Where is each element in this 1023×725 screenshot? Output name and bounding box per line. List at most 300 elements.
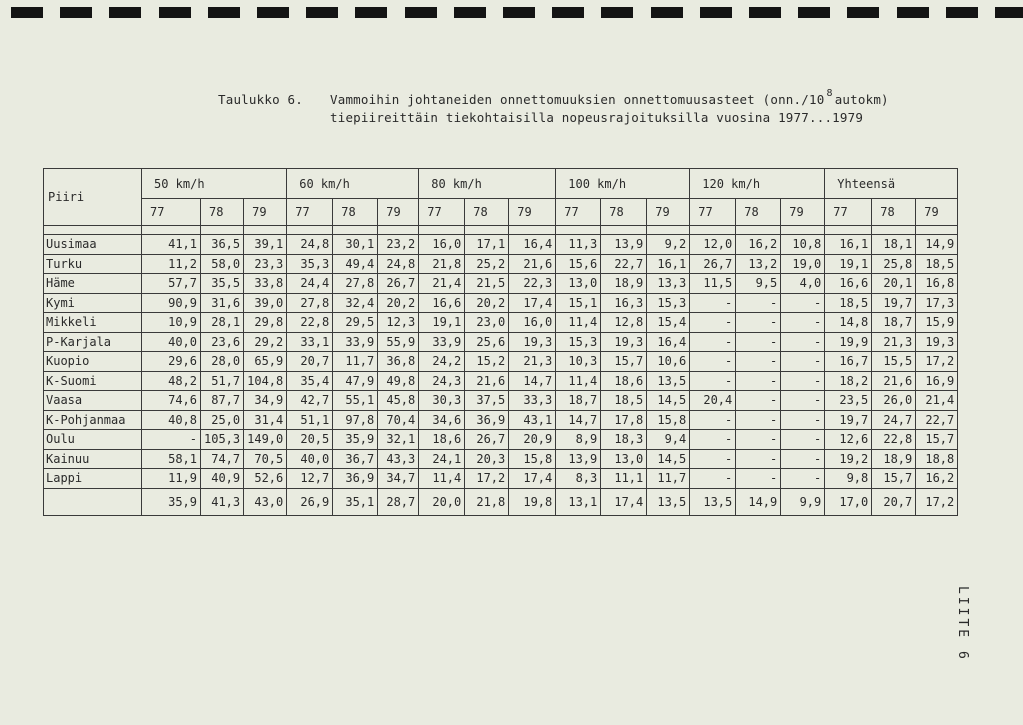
rate-cell: 18,7	[872, 313, 916, 333]
rate-cell: 25,8	[872, 254, 916, 274]
rate-cell: 18,6	[601, 371, 647, 391]
table-row	[44, 430, 958, 450]
column-header-year: 79	[916, 199, 958, 226]
district-name: Mikkeli	[44, 313, 142, 333]
column-header-speed-group: 100 km/h	[556, 169, 690, 199]
rate-cell: 74,6	[142, 391, 201, 411]
rate-cell: 9,5	[736, 274, 781, 294]
rate-cell: 18,5	[601, 391, 647, 411]
rate-cell: 90,9	[142, 293, 201, 313]
rate-cell: 11,4	[419, 469, 465, 489]
spacer-cell	[916, 226, 958, 235]
rate-cell: 57,7	[142, 274, 201, 294]
rate-cell: 17,2	[916, 352, 958, 372]
rate-cell: 74,7	[201, 449, 244, 469]
rate-cell: 15,5	[872, 352, 916, 372]
rate-cell: 65,9	[244, 352, 287, 372]
rate-cell: 33,1	[287, 332, 333, 352]
rate-cell: 30,1	[333, 235, 378, 255]
rate-cell: 19,3	[601, 332, 647, 352]
accident-rate-table	[43, 168, 958, 516]
rate-cell: 17,4	[509, 293, 556, 313]
rate-cell: 19,7	[872, 293, 916, 313]
rate-cell: 35,4	[287, 371, 333, 391]
district-name: Kuopio	[44, 352, 142, 372]
rate-cell: 51,7	[201, 371, 244, 391]
column-header-year: 77	[556, 199, 601, 226]
rate-cell: 104,8	[244, 371, 287, 391]
column-header-year: 79	[781, 199, 825, 226]
total-cell: 13,1	[556, 488, 601, 515]
rate-cell: 51,1	[287, 410, 333, 430]
rate-cell: 17,4	[509, 469, 556, 489]
binding-holes	[0, 0, 1023, 22]
rate-cell: 26,7	[690, 254, 736, 274]
rate-cell: 22,3	[509, 274, 556, 294]
column-header-year: 77	[419, 199, 465, 226]
district-name: Lappi	[44, 469, 142, 489]
rate-cell: 16,8	[916, 274, 958, 294]
spacer-cell	[201, 226, 244, 235]
table-row	[44, 449, 958, 469]
rate-cell: 12,0	[690, 235, 736, 255]
rate-cell: 22,8	[872, 430, 916, 450]
caption-line-2: tiepiireittäin tiekohtaisilla nopeusrajoituksilla vuosina 1977...1979	[330, 110, 864, 125]
rate-cell: -	[781, 430, 825, 450]
column-header-speed-group: 80 km/h	[419, 169, 556, 199]
rate-cell: 42,7	[287, 391, 333, 411]
table-row	[44, 235, 958, 255]
column-header-year: 78	[601, 199, 647, 226]
rate-cell: 24,7	[872, 410, 916, 430]
rate-cell: 14,9	[916, 235, 958, 255]
rate-cell: 23,6	[201, 332, 244, 352]
rate-cell: 20,5	[287, 430, 333, 450]
rate-cell: 15,8	[647, 410, 690, 430]
rate-cell: 36,7	[333, 449, 378, 469]
caption-label: Taulukko 6.	[218, 92, 303, 107]
caption-line-1-unit: autokm)	[834, 92, 889, 107]
rate-cell: 55,9	[378, 332, 419, 352]
column-header-year: 77	[142, 199, 201, 226]
total-cell: 17,4	[601, 488, 647, 515]
rate-cell: 11,3	[556, 235, 601, 255]
binding-hole	[11, 7, 43, 18]
rate-cell: 34,7	[378, 469, 419, 489]
rate-cell: 33,9	[419, 332, 465, 352]
rate-cell: 18,6	[419, 430, 465, 450]
table-spacer-row	[44, 226, 958, 235]
rate-cell: 11,4	[556, 371, 601, 391]
rate-cell: 15,1	[556, 293, 601, 313]
column-header-year: 78	[333, 199, 378, 226]
rate-cell: -	[781, 371, 825, 391]
rate-cell: 21,6	[509, 254, 556, 274]
rate-cell: 87,7	[201, 391, 244, 411]
rate-cell: 14,7	[556, 410, 601, 430]
rate-cell: 58,0	[201, 254, 244, 274]
total-cell: 43,0	[244, 488, 287, 515]
binding-hole	[109, 7, 141, 18]
rate-cell: 16,6	[419, 293, 465, 313]
rate-cell: 20,2	[378, 293, 419, 313]
rate-cell: 20,2	[465, 293, 509, 313]
binding-hole	[749, 7, 781, 18]
column-header-year: 79	[509, 199, 556, 226]
rate-cell: 105,3	[201, 430, 244, 450]
column-header-year: 78	[872, 199, 916, 226]
rate-cell: 58,1	[142, 449, 201, 469]
rate-cell: 29,5	[333, 313, 378, 333]
rate-cell: 24,1	[419, 449, 465, 469]
rate-cell: 23,5	[825, 391, 872, 411]
rate-cell: 49,8	[378, 371, 419, 391]
rate-cell: 24,3	[419, 371, 465, 391]
binding-hole	[306, 7, 338, 18]
rate-cell: 70,4	[378, 410, 419, 430]
rate-cell: 36,8	[378, 352, 419, 372]
spacer-cell	[244, 226, 287, 235]
rate-cell: 32,1	[378, 430, 419, 450]
spacer-cell	[690, 226, 736, 235]
column-header-year: 78	[736, 199, 781, 226]
rate-cell: 16,2	[916, 469, 958, 489]
rate-cell: 37,5	[465, 391, 509, 411]
rate-cell: 34,9	[244, 391, 287, 411]
rate-cell: 97,8	[333, 410, 378, 430]
column-header-year: 78	[201, 199, 244, 226]
rate-cell: 15,7	[872, 469, 916, 489]
rate-cell: -	[781, 313, 825, 333]
spacer-cell	[825, 226, 872, 235]
rate-cell: -	[781, 391, 825, 411]
rate-cell: 16,0	[509, 313, 556, 333]
spacer-cell	[781, 226, 825, 235]
rate-cell: 35,3	[287, 254, 333, 274]
rate-cell: 15,3	[556, 332, 601, 352]
rate-cell: 40,0	[142, 332, 201, 352]
column-header-year: 79	[647, 199, 690, 226]
binding-hole	[159, 7, 191, 18]
table-row	[44, 293, 958, 313]
rate-cell: 13,0	[556, 274, 601, 294]
rate-cell: -	[142, 430, 201, 450]
rate-cell: 40,8	[142, 410, 201, 430]
total-cell: 9,9	[781, 488, 825, 515]
rate-cell: -	[781, 352, 825, 372]
spacer-cell	[419, 226, 465, 235]
rate-cell: 15,7	[916, 430, 958, 450]
rate-cell: -	[690, 293, 736, 313]
rate-cell: -	[736, 332, 781, 352]
spacer-cell	[44, 226, 142, 235]
column-header-year: 77	[825, 199, 872, 226]
district-name: Turku	[44, 254, 142, 274]
rate-cell: 21,5	[465, 274, 509, 294]
rate-cell: 20,3	[465, 449, 509, 469]
rate-cell: 21,6	[465, 371, 509, 391]
rate-cell: 12,7	[287, 469, 333, 489]
binding-hole	[355, 7, 387, 18]
rate-cell: 16,0	[419, 235, 465, 255]
rate-cell: 27,8	[333, 274, 378, 294]
rate-cell: -	[736, 410, 781, 430]
rate-cell: -	[736, 352, 781, 372]
rate-cell: 55,1	[333, 391, 378, 411]
table-row	[44, 352, 958, 372]
header-row-years	[44, 199, 958, 226]
district-name: Kymi	[44, 293, 142, 313]
rate-cell: 16,9	[916, 371, 958, 391]
rate-cell: 25,2	[465, 254, 509, 274]
district-name: Häme	[44, 274, 142, 294]
table-row	[44, 469, 958, 489]
rate-cell: 41,1	[142, 235, 201, 255]
table-row	[44, 410, 958, 430]
rate-cell: 22,7	[916, 410, 958, 430]
total-cell: 20,0	[419, 488, 465, 515]
rate-cell: 24,2	[419, 352, 465, 372]
rate-cell: -	[690, 332, 736, 352]
binding-hole	[60, 7, 92, 18]
spacer-cell	[142, 226, 201, 235]
rate-cell: 13,5	[647, 371, 690, 391]
rate-cell: 8,9	[556, 430, 601, 450]
column-header-speed-group: 60 km/h	[287, 169, 419, 199]
total-cell: 35,1	[333, 488, 378, 515]
rate-cell: 22,7	[601, 254, 647, 274]
rate-cell: 11,7	[647, 469, 690, 489]
total-cell: 28,7	[378, 488, 419, 515]
total-cell: 21,8	[465, 488, 509, 515]
total-cell: 13,5	[647, 488, 690, 515]
total-cell: 17,0	[825, 488, 872, 515]
rate-cell: 15,7	[601, 352, 647, 372]
total-cell: 19,8	[509, 488, 556, 515]
rate-cell: 31,4	[244, 410, 287, 430]
rate-cell: 18,3	[601, 430, 647, 450]
district-name: K-Suomi	[44, 371, 142, 391]
total-cell: 20,7	[872, 488, 916, 515]
rate-cell: 12,8	[601, 313, 647, 333]
rate-cell: 20,7	[287, 352, 333, 372]
rate-cell: -	[736, 293, 781, 313]
rate-cell: 40,9	[201, 469, 244, 489]
rate-cell: 52,6	[244, 469, 287, 489]
rate-cell: 19,1	[825, 254, 872, 274]
rate-cell: 16,2	[736, 235, 781, 255]
rate-cell: 18,9	[601, 274, 647, 294]
rate-cell: -	[736, 449, 781, 469]
rate-cell: 29,2	[244, 332, 287, 352]
table-row	[44, 332, 958, 352]
rate-cell: 24,8	[378, 254, 419, 274]
rate-cell: 29,8	[244, 313, 287, 333]
rate-cell: 10,8	[781, 235, 825, 255]
rate-cell: 18,2	[825, 371, 872, 391]
rate-cell: 33,8	[244, 274, 287, 294]
rate-cell: -	[781, 332, 825, 352]
rate-cell: -	[690, 371, 736, 391]
rate-cell: 23,0	[465, 313, 509, 333]
totals-label-cell	[44, 488, 142, 515]
district-name: Oulu	[44, 430, 142, 450]
rate-cell: 21,4	[916, 391, 958, 411]
rate-cell: 18,5	[825, 293, 872, 313]
rate-cell: 11,2	[142, 254, 201, 274]
rate-cell: 13,9	[601, 235, 647, 255]
table-row	[44, 274, 958, 294]
binding-hole	[897, 7, 929, 18]
rate-cell: 26,0	[872, 391, 916, 411]
total-cell: 13,5	[690, 488, 736, 515]
rate-cell: -	[690, 410, 736, 430]
rate-cell: 14,5	[647, 391, 690, 411]
column-header-district: Piiri	[44, 169, 142, 226]
rate-cell: 35,5	[201, 274, 244, 294]
rate-cell: -	[781, 293, 825, 313]
rate-cell: -	[781, 410, 825, 430]
rate-cell: -	[781, 449, 825, 469]
column-header-year: 77	[287, 199, 333, 226]
totals-row	[44, 488, 958, 515]
rate-cell: 8,3	[556, 469, 601, 489]
rate-cell: 17,3	[916, 293, 958, 313]
spacer-cell	[556, 226, 601, 235]
total-cell: 26,9	[287, 488, 333, 515]
rate-cell: 16,1	[647, 254, 690, 274]
rate-cell: 15,6	[556, 254, 601, 274]
spacer-cell	[465, 226, 509, 235]
rate-cell: 39,0	[244, 293, 287, 313]
rate-cell: 24,4	[287, 274, 333, 294]
column-header-year: 78	[465, 199, 509, 226]
spacer-cell	[287, 226, 333, 235]
caption-line-1	[330, 88, 889, 111]
rate-cell: 16,7	[825, 352, 872, 372]
binding-hole	[700, 7, 732, 18]
rate-cell: 17,8	[601, 410, 647, 430]
total-cell: 17,2	[916, 488, 958, 515]
district-name: Uusimaa	[44, 235, 142, 255]
rate-cell: 16,1	[825, 235, 872, 255]
rate-cell: 49,4	[333, 254, 378, 274]
rate-cell: 13,2	[736, 254, 781, 274]
rate-cell: 11,1	[601, 469, 647, 489]
rate-cell: 15,4	[647, 313, 690, 333]
rate-cell: 15,3	[647, 293, 690, 313]
rate-cell: 16,4	[647, 332, 690, 352]
rate-cell: 12,6	[825, 430, 872, 450]
binding-hole	[847, 7, 879, 18]
rate-cell: 36,5	[201, 235, 244, 255]
binding-hole	[946, 7, 978, 18]
binding-hole	[601, 7, 633, 18]
rate-cell: 28,1	[201, 313, 244, 333]
rate-cell: 36,9	[333, 469, 378, 489]
total-cell: 14,9	[736, 488, 781, 515]
table-row	[44, 254, 958, 274]
rate-cell: 70,5	[244, 449, 287, 469]
rate-cell: 21,3	[509, 352, 556, 372]
rate-cell: 19,3	[916, 332, 958, 352]
district-name: Vaasa	[44, 391, 142, 411]
rate-cell: 10,3	[556, 352, 601, 372]
rate-cell: 26,7	[378, 274, 419, 294]
rate-cell: 17,1	[465, 235, 509, 255]
table-row	[44, 313, 958, 333]
rate-cell: 20,1	[872, 274, 916, 294]
rate-cell: 12,3	[378, 313, 419, 333]
rate-cell: 45,8	[378, 391, 419, 411]
spacer-cell	[872, 226, 916, 235]
spacer-cell	[509, 226, 556, 235]
rate-cell: 32,4	[333, 293, 378, 313]
rate-cell: -	[690, 313, 736, 333]
rate-cell: 30,3	[419, 391, 465, 411]
rate-cell: 36,9	[465, 410, 509, 430]
rate-cell: 33,3	[509, 391, 556, 411]
rate-cell: 23,2	[378, 235, 419, 255]
rate-cell: 13,0	[601, 449, 647, 469]
rate-cell: 149,0	[244, 430, 287, 450]
appendix-label: LIITE 6	[955, 586, 970, 662]
spacer-cell	[736, 226, 781, 235]
rate-cell: 33,9	[333, 332, 378, 352]
caption-exponent: 8	[826, 88, 833, 99]
rate-cell: 11,9	[142, 469, 201, 489]
rate-cell: 47,9	[333, 371, 378, 391]
total-cell: 35,9	[142, 488, 201, 515]
rate-cell: 31,6	[201, 293, 244, 313]
rate-cell: -	[736, 430, 781, 450]
rate-cell: 17,2	[465, 469, 509, 489]
rate-cell: 10,6	[647, 352, 690, 372]
rate-cell: 26,7	[465, 430, 509, 450]
rate-cell: -	[736, 391, 781, 411]
binding-hole	[208, 7, 240, 18]
rate-cell: 11,5	[690, 274, 736, 294]
rate-cell: 18,9	[872, 449, 916, 469]
column-header-speed-group: 120 km/h	[690, 169, 825, 199]
binding-hole	[503, 7, 535, 18]
rate-cell: 20,9	[509, 430, 556, 450]
rate-cell: 11,7	[333, 352, 378, 372]
rate-cell: 16,4	[509, 235, 556, 255]
rate-cell: 4,0	[781, 274, 825, 294]
rate-cell: 15,9	[916, 313, 958, 333]
rate-cell: 22,8	[287, 313, 333, 333]
rate-cell: 43,3	[378, 449, 419, 469]
rate-cell: 9,2	[647, 235, 690, 255]
binding-hole	[454, 7, 486, 18]
rate-cell: 9,8	[825, 469, 872, 489]
binding-hole	[798, 7, 830, 18]
rate-cell: 19,0	[781, 254, 825, 274]
rate-cell: 13,3	[647, 274, 690, 294]
rate-cell: 21,3	[872, 332, 916, 352]
rate-cell: 40,0	[287, 449, 333, 469]
rate-cell: -	[736, 371, 781, 391]
rate-cell: 21,6	[872, 371, 916, 391]
rate-cell: 23,3	[244, 254, 287, 274]
rate-cell: 35,9	[333, 430, 378, 450]
rate-cell: 16,6	[825, 274, 872, 294]
spacer-cell	[333, 226, 378, 235]
caption-line-1-text: Vammoihin johtaneiden onnettomuuksien onnettomuusasteet (onn./10	[330, 92, 825, 107]
rate-cell: 21,4	[419, 274, 465, 294]
rate-cell: -	[781, 469, 825, 489]
